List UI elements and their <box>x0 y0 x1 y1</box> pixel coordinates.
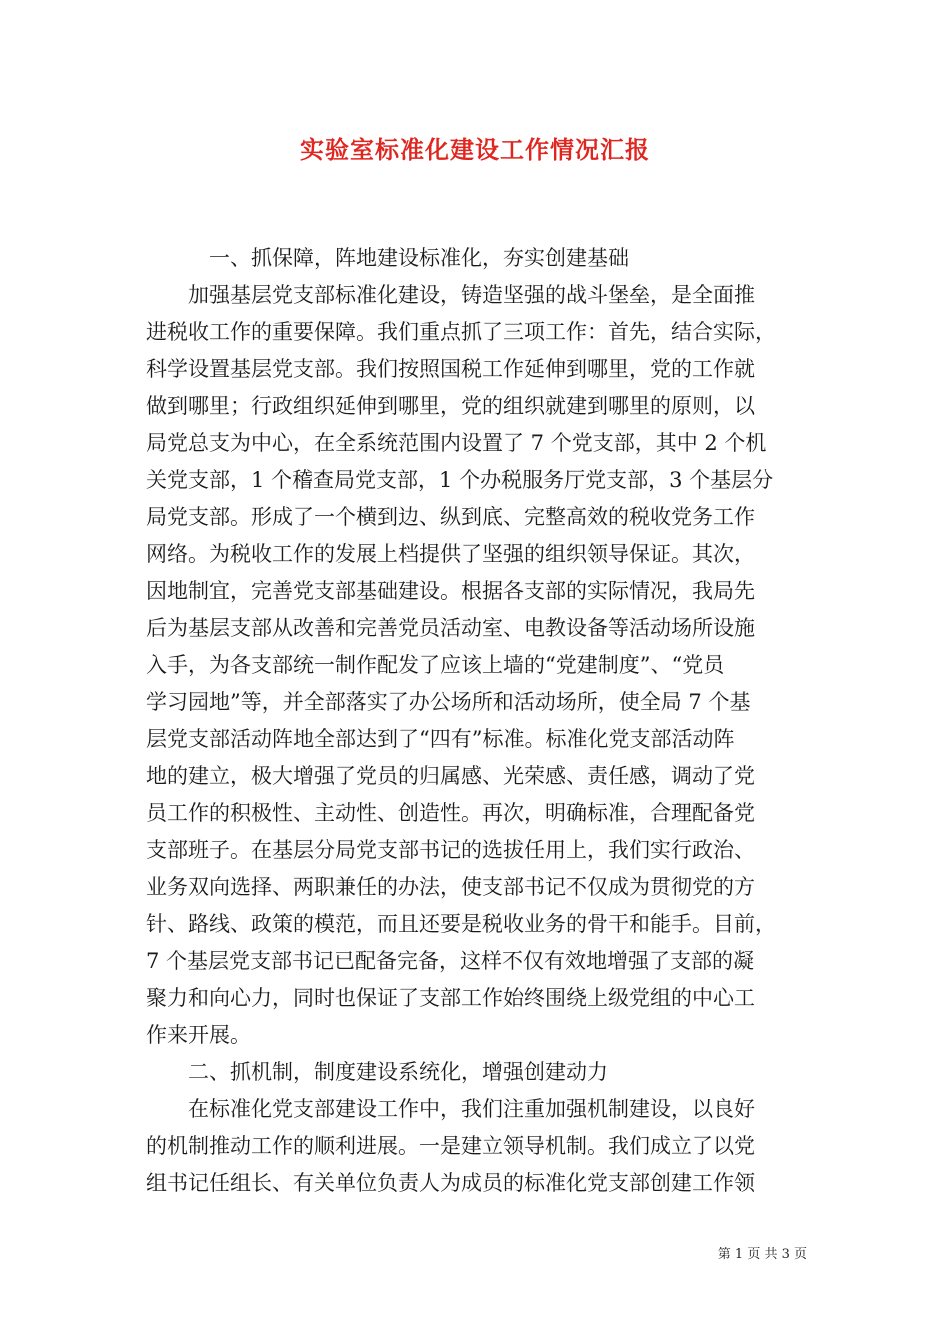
body-text-line: 7 个基层党支部书记已配备完备，这样不仅有效地增强了支部的凝 <box>146 949 755 973</box>
body-text-line: 加强基层党支部标准化建设，铸造坚强的战斗堡垒，是全面推 <box>146 283 755 307</box>
body-text-line: 作来开展。 <box>146 1023 251 1047</box>
body-text-line: 员工作的积极性、主动性、创造性。再次，明确标准，合理配备党 <box>146 801 755 825</box>
body-text-line: 二、抓机制，制度建设系统化，增强创建动力 <box>146 1060 608 1084</box>
body-text-line: 支部班子。在基层分局党支部书记的选拔任用上，我们实行政治、 <box>146 838 755 862</box>
body-text-line: 在标准化党支部建设工作中，我们注重加强机制建设，以良好 <box>146 1097 755 1121</box>
body-text-line: 进税收工作的重要保障。我们重点抓了三项工作：首先，结合实际， <box>146 320 776 344</box>
document-title: 实验室标准化建设工作情况汇报 <box>300 135 650 164</box>
body-text-line: 后为基层支部从改善和完善党员活动室、电教设备等活动场所设施 <box>146 616 755 640</box>
body-text-line: 做到哪里；行政组织延伸到哪里，党的组织就建到哪里的原则，以 <box>146 394 755 418</box>
body-text-line: 网络。为税收工作的发展上档提供了坚强的组织领导保证。其次， <box>146 542 755 566</box>
body-text-line: 业务双向选择、两职兼任的办法，使支部书记不仅成为贯彻党的方 <box>146 875 755 899</box>
body-text-line: 局党总支为中心，在全系统范围内设置了 7 个党支部，其中 2 个机 <box>146 431 767 455</box>
body-text-line: 聚力和向心力，同时也保证了支部工作始终围绕上级党组的中心工 <box>146 986 755 1010</box>
body-text-line: 组书记任组长、有关单位负责人为成员的标准化党支部创建工作领 <box>146 1171 755 1195</box>
body-text-line: 科学设置基层党支部。我们按照国税工作延伸到哪里，党的工作就 <box>146 357 755 381</box>
body-text-line: 局党支部。形成了一个横到边、纵到底、完整高效的税收党务工作 <box>146 505 755 529</box>
body-text-line: 因地制宜，完善党支部基础建设。根据各支部的实际情况，我局先 <box>146 579 755 603</box>
document-body <box>146 240 809 1202</box>
body-text-line: 针、路线、政策的模范，而且还要是税收业务的骨干和能手。目前， <box>146 912 776 936</box>
page-number: 第 1 页 共 3 页 <box>717 1247 807 1262</box>
body-text-line: 地的建立，极大增强了党员的归属感、光荣感、责任感，调动了党 <box>146 764 755 788</box>
body-text-line: 层党支部活动阵地全部达到了“四有”标准。标准化党支部活动阵 <box>146 727 735 751</box>
body-text-line: 的机制推动工作的顺利进展。一是建立领导机制。我们成立了以党 <box>146 1134 755 1158</box>
body-text-line: 关党支部，1 个稽查局党支部，1 个办税服务厅党支部，3 个基层分 <box>146 468 774 492</box>
body-text-line: 一、抓保障，阵地建设标准化，夯实创建基础 <box>146 246 629 270</box>
body-text-line: 学习园地”等，并全部落实了办公场所和活动场所，使全局 7 个基 <box>146 690 751 714</box>
body-text-line: 入手，为各支部统一制作配发了应该上墙的“党建制度”、“党员 <box>146 653 725 677</box>
